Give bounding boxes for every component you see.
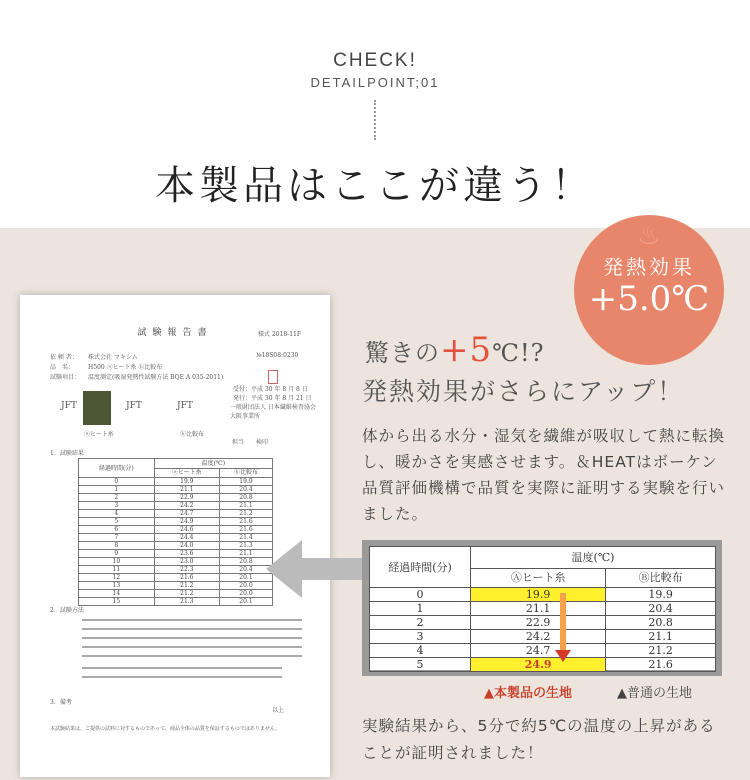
rep-table-cell: 19.9: [154, 478, 219, 486]
rep-table-cell: 24.0: [154, 542, 219, 550]
seal-stamp: [268, 370, 278, 384]
rep-table-row: [79, 542, 273, 550]
rep-table-cell: 20.4: [219, 566, 272, 574]
rep-table-cell: 20.0: [219, 582, 272, 590]
result-table-cell: 1: [370, 602, 471, 616]
method-text-line: [82, 646, 302, 648]
res-col-temp: 温度(℃): [471, 547, 716, 569]
result-table: [369, 546, 716, 672]
rep-table-cell: 20.4: [219, 486, 272, 494]
report-client: 株式会社 マキシム: [88, 354, 138, 361]
method-text-line: [82, 655, 302, 657]
rise-arrow-down-icon: [555, 650, 571, 662]
result-table-cell: 21.1: [471, 602, 606, 616]
rep-table-cell: 9: [79, 550, 155, 558]
result-table-cell: 4: [370, 644, 471, 658]
rep-table-cell: 15: [79, 598, 155, 606]
rep-table-cell: 20.8: [219, 494, 272, 502]
report-issued: 発行：平成 30 年 8 月 21 日: [233, 395, 312, 402]
result-table-cell: 21.1: [606, 630, 716, 644]
rep-table-cell: 21.2: [154, 590, 219, 598]
rep-table-cell: 0: [79, 478, 155, 486]
result-table-row: [370, 658, 716, 672]
result-table-cell: 19.9: [606, 588, 716, 602]
rep-table-cell: 24.7: [154, 510, 219, 518]
report-org: 一般財団法人 日本繊維検査協会: [230, 404, 316, 411]
result-table-cell: 24.7: [471, 644, 606, 658]
rep-col-time: 経過時間(分): [79, 459, 155, 478]
result-table-cell: 21.6: [606, 658, 716, 672]
rep-table-cell: 3: [79, 502, 155, 510]
rise-arrow-shaft: [560, 593, 566, 650]
rep-table-row: [79, 486, 273, 494]
rep-table-row: [79, 566, 273, 574]
rep-table-cell: 11: [79, 566, 155, 574]
rep-table-row: [79, 590, 273, 598]
report-title: 試験報告書: [137, 328, 213, 338]
report-branch: 大阪事業所: [230, 413, 261, 420]
rep-table-cell: 5: [79, 518, 155, 526]
result-table-row: [370, 616, 716, 630]
section-remarks: 3．備考: [50, 699, 72, 706]
badge-title: 発熱効果: [603, 255, 695, 279]
rep-table-row: [79, 550, 273, 558]
heading-line-2: 発熱効果がさらにアップ！: [362, 377, 685, 406]
heading-big-value: +5: [440, 330, 493, 370]
test-report-document: [20, 295, 330, 777]
badge-value: +5.0℃: [588, 279, 710, 319]
rep-table-row: [79, 494, 273, 502]
method-text-line: [82, 619, 302, 621]
rep-col-a: ⓐヒート糸: [154, 468, 219, 478]
check-label: CHECK!: [333, 50, 417, 71]
result-table-cell: 24.2: [471, 630, 606, 644]
rep-table-cell: 20.8: [219, 558, 272, 566]
rep-table-cell: 20.1: [219, 574, 272, 582]
section-method: 2．試験方法: [50, 607, 84, 614]
rep-table-row: [79, 478, 273, 486]
heading-line-1: [365, 330, 544, 370]
rep-table-row: [79, 574, 273, 582]
heat-effect-badge: [574, 215, 724, 365]
rep-table-row: [79, 582, 273, 590]
arrow-left-icon: [266, 540, 302, 598]
report-number: №18S08:0230: [256, 352, 299, 359]
result-table-cell: 19.9: [471, 588, 606, 602]
method-text-line: [82, 667, 282, 669]
section-results: 1．試験結果: [50, 450, 84, 457]
conclusion-text: 実験結果から、5分で約5℃の温度の上昇があることが証明されました！: [362, 717, 716, 762]
legend-normal-fabric: ▲普通の生地: [617, 686, 692, 701]
rep-table-cell: 19.9: [219, 478, 272, 486]
report-footer: 本試験結果は、ご提供の試料に対するものであって、商品全体の品質を保証するものではありません。: [50, 726, 281, 732]
rep-table-cell: 22.3: [154, 566, 219, 574]
result-table-cell: 20.8: [606, 616, 716, 630]
rep-table-cell: 20.1: [219, 598, 272, 606]
rep-table-cell: 7: [79, 534, 155, 542]
report-product: H500 ⓐヒート糸 ⓑ比較布: [88, 364, 163, 371]
result-table-cell: 24.9: [471, 658, 606, 672]
fabric-sample-swatch: [83, 391, 111, 425]
result-table-row: [370, 630, 716, 644]
rep-table-cell: 21.6: [219, 518, 272, 526]
rep-table-cell: 10: [79, 558, 155, 566]
sign-fields: 担当 検印: [232, 439, 269, 446]
rep-table-cell: 21.1: [219, 502, 272, 510]
res-col-b: Ⓑ比較布: [606, 568, 716, 587]
rep-table-cell: 2: [79, 494, 155, 502]
report-client-label: 依 頼 者：: [50, 354, 78, 361]
rep-table-row: [79, 502, 273, 510]
rep-table-cell: 24.2: [154, 502, 219, 510]
dotted-divider: [374, 100, 376, 140]
rep-table-cell: 21.4: [219, 534, 272, 542]
report-product-label: 品 名：: [50, 364, 75, 371]
rep-table-cell: 21.6: [154, 574, 219, 582]
rep-table-cell: 21.1: [219, 550, 272, 558]
method-text-line: [82, 676, 282, 678]
rep-table-cell: 21.3: [154, 598, 219, 606]
result-table-row: [370, 644, 716, 658]
caption-b: ⓑ比較布: [180, 431, 205, 438]
result-table-cell: 0: [370, 588, 471, 602]
rep-table-cell: 23.6: [154, 550, 219, 558]
legend-our-fabric: ▲本製品の生地: [484, 686, 572, 701]
rep-table-cell: 22.9: [154, 494, 219, 502]
arrow-shaft: [300, 558, 364, 580]
result-table-cell: 20.4: [606, 602, 716, 616]
rep-table-row: [79, 598, 273, 606]
report-method-label: 試験項目：: [50, 374, 81, 381]
result-table-row: [370, 588, 716, 602]
result-table-cell: 21.2: [606, 644, 716, 658]
rep-table-cell: 21.1: [154, 486, 219, 494]
rep-col-b: ⓑ比較布: [219, 468, 272, 478]
flame-icon: ♨: [637, 221, 661, 251]
method-text-line: [82, 628, 302, 630]
rep-table-cell: 8: [79, 542, 155, 550]
result-table-row: [370, 602, 716, 616]
page-headline: 本製品はここが違う！: [155, 163, 595, 209]
rep-table-row: [79, 526, 273, 534]
rep-table-cell: 14: [79, 590, 155, 598]
rep-table-cell: 24.9: [154, 518, 219, 526]
res-col-time: 経過時間(分): [370, 547, 471, 588]
rep-table-cell: 21.2: [219, 510, 272, 518]
heading-post: ℃!?: [492, 339, 545, 367]
res-col-a: Ⓐヒート糸: [471, 568, 606, 587]
rep-table-row: [79, 558, 273, 566]
rep-table-cell: 24.4: [154, 534, 219, 542]
caption-a: ⓐヒート糸: [84, 431, 114, 438]
rep-table-cell: 21.2: [154, 582, 219, 590]
report-received: 受付：平成 30 年 8 月 8 日: [233, 386, 308, 393]
heading-pre: 驚きの: [365, 339, 440, 367]
result-table-cell: 5: [370, 658, 471, 672]
rep-table-cell: 1: [79, 486, 155, 494]
jft-mark-2: JFT: [126, 401, 142, 411]
rep-table-cell: 24.6: [154, 526, 219, 534]
report-method: 温度測定(吸湿発熱性試験方法 BQE A 035-2011): [88, 374, 224, 381]
rep-col-temp: 温度(℃): [154, 459, 272, 469]
report-end: 以上: [272, 707, 285, 714]
rep-table-cell: 12: [79, 574, 155, 582]
description-text: 体から出る水分・湿気を繊維が吸収して熱に転換し、暖かさを実感させます。＆HEATはボーケン品質評価機構で品質を実際に証明する実験を行いました。: [362, 427, 726, 523]
rep-table-cell: 6: [79, 526, 155, 534]
result-table-cell: 3: [370, 630, 471, 644]
rep-table-cell: 20.0: [219, 590, 272, 598]
report-form-no: 様式 2018-11F: [258, 331, 302, 338]
rep-table-row: [79, 510, 273, 518]
rep-table-row: [79, 534, 273, 542]
header-area: [0, 0, 750, 228]
rep-table-cell: 23.0: [154, 558, 219, 566]
result-table-panel: [369, 546, 716, 670]
rep-table-cell: 21.3: [219, 542, 272, 550]
jft-mark-3: JFT: [177, 401, 193, 411]
rep-table-cell: 4: [79, 510, 155, 518]
report-results-table: [78, 458, 273, 606]
jft-mark-1: JFT: [61, 401, 77, 411]
method-text-line: [82, 637, 302, 639]
result-table-cell: 22.9: [471, 616, 606, 630]
rep-table-row: [79, 518, 273, 526]
rep-table-cell: 21.6: [219, 526, 272, 534]
rep-table-cell: 13: [79, 582, 155, 590]
detail-point-label: DETAILPOINT;01: [310, 75, 440, 90]
result-table-cell: 2: [370, 616, 471, 630]
